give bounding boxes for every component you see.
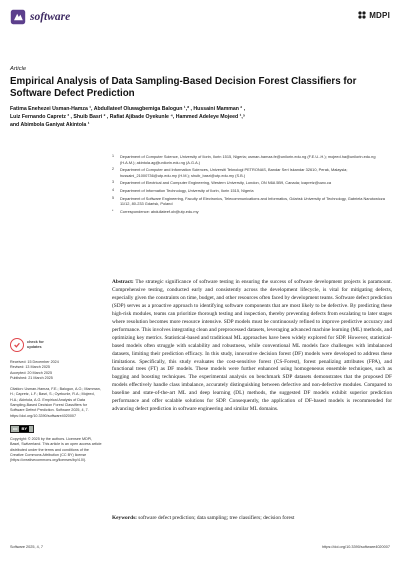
cc-label: cc [13,426,18,432]
by-label: BY [21,426,28,432]
affiliation-item [112,188,392,194]
affiliation-item [112,196,392,207]
abstract [112,279,392,414]
article-type: Article [10,66,27,72]
affiliation-item [112,154,392,165]
copyright-text: Copyright: © 2025 by the authors. Licensee MDPI, Basel, Switzerland. This article is an open access article distributed under the terms and conditions of the Creative Commons Attribution (CC BY) license (https://creativecommons.org/licenses/by/4.0/). [10,436,102,463]
keywords-text: software defect prediction; data sampling; tree classifiers; decision forest [138,515,295,521]
abstract-text: The strategic significance of software testing in ensuring the success of software development projects is paramount. Comprehensive testing, conducted early and consistently across the development lifecycle, is vital for mitigating defects, especially given the constraints on time, budget, and other resources often faced by development teams. Software defect prediction (SDP) serves as a proactive approach to identifying software components that are most likely to be defective. By predicting these high-risk modules, teams can prioritize thorough testing and inspection, thereby preventing defects from escalating to later stages where resolution becomes more resource intensive. SDP models must be continuously refined to improve predictive accuracy and performance. This involves integrating clean and preprocessed datasets, leveraging advanced machine learning (ML) methods, and optimizing key metrics. Statistical-based and traditional ML approaches have been widely explored for SDP. However, statistical-based models often struggle with scalability and robustness, while conventional ML models face challenges with imbalanced datasets, limiting their prediction efficacy. In this study, innovative decision forest (DF) models were developed to address these limitations. Specifically, this study evaluates the cost-sensitive forest (CS-Forest), forest penalizing attributes (FPA), and functional trees (FT) as DF models. These models were further enhanced using homogeneous ensemble techniques, such as bagging and boosting techniques. The experimental analysis on benchmark SDP datasets demonstrates that the proposed DF models effectively handle class imbalance, accurately distinguishing between defective and non-defective modules. Compared to baseline and state-of-the-art ML and deep learning (DL) methods, the suggested DF models exhibit superior prediction performance and offer scalable solutions for SDP. Consequently, the application of DF-based models is recommended for advancing defect prediction in software engineering and similar ML domains. [112,279,393,413]
revised-date: Revised: 13 March 2025 [10,365,50,370]
author-line: Fatima Enehezei Usman-Hamza ¹, Abdullateef Oluwagbemiga Balogun ¹,* , Hussaini Mamman ² , [10,106,246,112]
affiliation-number: 5 [112,195,114,200]
affiliation-number: 1 [112,154,114,158]
author-line: and Abimbola Ganiyat Akintola ¹ [10,122,90,128]
correspondence-marker: * [112,208,114,213]
cc-by-license-badge[interactable] [10,425,34,433]
keywords-label: Keywords: [112,515,137,521]
journal-logo[interactable] [10,9,70,25]
footer-journal-reference: Software 2025, 4, 7 [10,545,43,549]
affiliation-list [112,154,392,216]
published-date: Published: 21 March 2025 [10,375,53,380]
affiliation-text: Department of Software Engineering, Faculty of Electronics, Telecommunications and Informatics, Gdańsk University of Technology, Gabriela Narutowicza 11/12, 80-233 Gdańsk, Poland [120,195,385,207]
mdpi-logo-icon [357,10,367,20]
article-sidebar [10,338,102,469]
affiliation-text: Department of Computer Science, University of Ilorin, Ilorin 1515, Nigeria; usman-hamza.fe@unilorin.edu.ng (F.E.U.-H.); mojeed.ha@unilorin.edu.ng (H.A.M.); akintola.ag@unilorin.edu.ng (A.G.A.) [120,154,376,165]
journal-logo-icon [10,9,26,25]
received-date: Received: 15 December 2024 [10,360,59,364]
page-footer [10,545,390,553]
affiliation-item [112,180,392,186]
check-for-updates-button[interactable] [10,338,102,352]
affiliation-text: Department of Information Technology, University of Ilorin, Ilorin 1515, Nigeria [120,187,254,193]
affiliation-text: Department of Electrical and Computer Engineering, Western University, London, ON N6A 5B9, Canada; lcapretz@uwo.ca [120,180,331,186]
correspondence-item [112,209,392,215]
correspondence-text: Correspondence: abdullateef.ob@utp.edu.my [120,208,199,214]
author-list [10,105,390,129]
keywords [112,515,392,523]
affiliation-number: 2 [112,167,114,172]
journal-name: software [30,11,71,23]
abstract-label: Abstract: [112,279,134,285]
check-for-updates-label: check for updates [27,340,44,349]
affiliation-number: 4 [112,187,114,192]
affiliation-text: Department of Computer and Information Sciences, Universiti Teknologi PETRONAS, Bandar Seri Iskandar 32610, Perak, Malaysia; hussaini_21000736@utp.edu.my (H.M.); shuib_basri@utp.edu.my (S.B.) [120,167,348,178]
page-header [10,6,390,30]
check-for-updates-icon [10,338,24,352]
accepted-date: Accepted: 20 March 2025 [10,370,53,375]
citation-text: Citation: Usman-Hamza, F.E.; Balogun, A.O.; Mamman, H.; Capretz, L.F.; Basri, S.; Oyekunle, R.A.; Mojeed, H.A.; Akintola, A.G. Empirical Analysis of Data Sampling-Based Decision Forest Classifiers for Software Defect Prediction. Software 2025, 4, 7. https://doi.org/10.3390/software4020007 [10,387,101,418]
publication-dates [10,360,102,381]
affiliation-number: 3 [112,180,114,185]
mdpi-logo-text: MDPI [369,10,390,20]
article-title: Empirical Analysis of Data Sampling-Based Decision Forest Classifiers for Software Defect Prediction [10,76,357,99]
mdpi-logo[interactable] [357,10,390,20]
affiliation-item [112,167,392,178]
author-line: Luiz Fernando Capretz ³ , Shuib Basri ² , Rafiat Ajibade Oyekunle ⁴, Hammed Adeleye Mojeed ¹,⁵ [10,114,246,120]
footer-doi-link[interactable]: https://doi.org/10.3390/software4020007 [322,545,390,549]
